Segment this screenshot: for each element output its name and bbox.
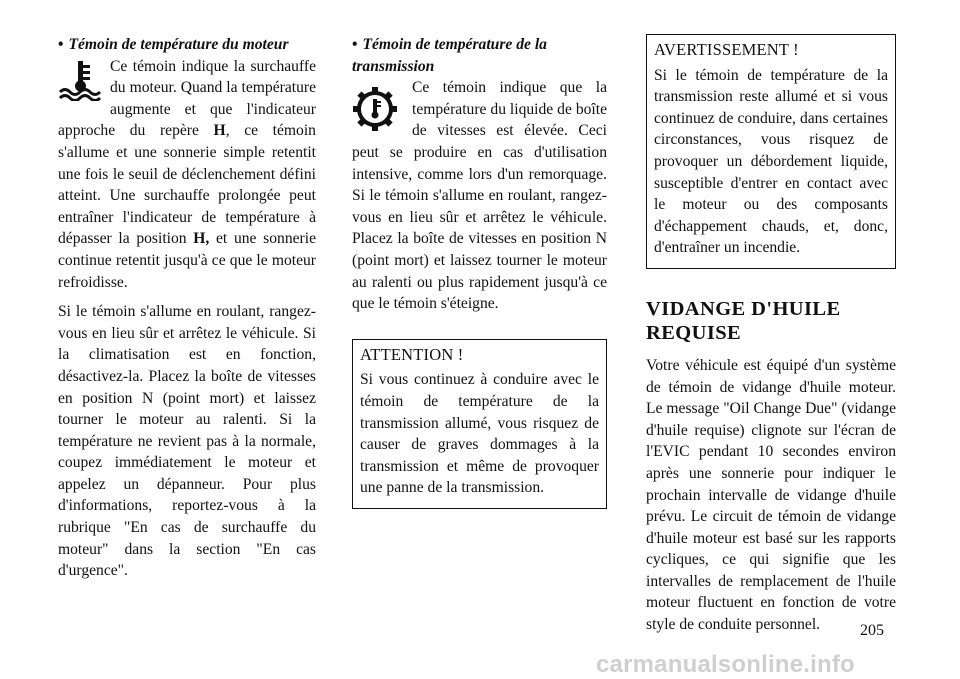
transmission-temperature-icon: [352, 85, 398, 133]
watermark: carmanualsonline.info: [596, 651, 855, 678]
transmission-temp-heading-text: Témoin de température de la transmission: [352, 36, 547, 75]
oil-change-paragraph: Votre véhicule est équipé d'un système de témoin de vidange d'huile moteur. Le message "Oil Change Due" (vidange d'huile requise) clignote sur l'écran de l'EVIC pendant 10 secondes environ après une sonnerie pour indiquer le prochain intervalle de vidange d'huile prévu. Le circuit de témoin de vidange d'huile moteur est basé sur les rapports cycliques, ce qui signifie que les intervalles de remplacement de l'huile moteur fluctuent en fonction de votre style de conduite personnel.: [646, 356, 896, 634]
transmission-temp-paragraph: Ce témoin indique que la température du liquide de boîte de vitesses est élevée. Ceci peut se produire en cas d'utilisation intensive, comme lors d'un remorquage. Si le témoin s'allume en roulant, rangez-vous en lieu sûr et arrêtez le véhicule. Placez la boîte de vitesses en position N (point mort) et laissez tourner le moteur au ralenti ou plus rapidement jusqu'à ce que le témoin s'éteigne.: [352, 79, 607, 313]
oil-change-section-title: VIDANGE D'HUILE REQUISE: [646, 297, 841, 344]
bullet-icon: •: [58, 36, 64, 53]
engine-temp-text-c: et une sonnerie continue retentit jusqu'à ce que le moteur refroidisse.: [58, 230, 316, 291]
warning-box: [646, 34, 896, 269]
engine-temp-text-b: , ce témoin s'allume et une sonnerie simple retentit une fois le seuil de déclenchement défini atteint. Une surchauffe prolongée peut entraîner l'indicateur de température à dépasser la position: [58, 122, 316, 248]
engine-temp-heading-text: Témoin de température du moteur: [68, 36, 289, 53]
caution-box: [352, 339, 607, 509]
bullet-icon: •: [352, 36, 358, 53]
engine-temp-paragraph-2: Si le témoin s'allume en roulant, rangez-vous en lieu sûr et arrêtez le véhicule. Si la climatisation est en fonction, désactivez-la. Placez la boîte de vitesses en position N (point mort) et laissez tourner le moteur au ralenti. Si la température ne revient pas à la normale, coupez immédiatement le moteur et appelez un dépanneur. Pour plus d'informations, reportez-vous à la rubrique "En cas de surchauffe du moteur" dans la section "En cas d'urgence".: [58, 303, 316, 580]
page-number: 205: [860, 622, 884, 639]
transmission-temp-heading: [352, 34, 607, 77]
caution-body: Si vous continuez à conduire avec le témoin de température de la transmission allumé, vous risquez de causer de graves dommages à la transmission et même de provoquer une panne de la transmission.: [360, 371, 599, 497]
engine-temp-mark-h2: H,: [193, 230, 210, 248]
engine-temperature-icon: [58, 59, 102, 101]
caution-title: ATTENTION !: [360, 344, 464, 364]
column-transmission-temp: [352, 34, 607, 509]
column-engine-temp: [58, 34, 316, 582]
engine-temp-mark-h: H: [213, 122, 226, 140]
engine-temp-text-a: Ce témoin indique la surchauffe du moteur. Quand la température augmente et que l'indicateur approche du repère: [58, 57, 316, 140]
warning-body: Si le témoin de température de la transmission reste allumé et si vous continuez de conduire, dans certaines circonstances, vous risquez de provoquer un débordement liquide, susceptible d'entrer en contact avec le moteur ou des composants d'échappement chauds, et, donc, d'entraîner un incendie.: [654, 66, 888, 257]
column-warning-oil: [646, 34, 896, 636]
engine-temp-heading: [58, 34, 316, 56]
warning-title: AVERTISSEMENT !: [654, 40, 799, 59]
